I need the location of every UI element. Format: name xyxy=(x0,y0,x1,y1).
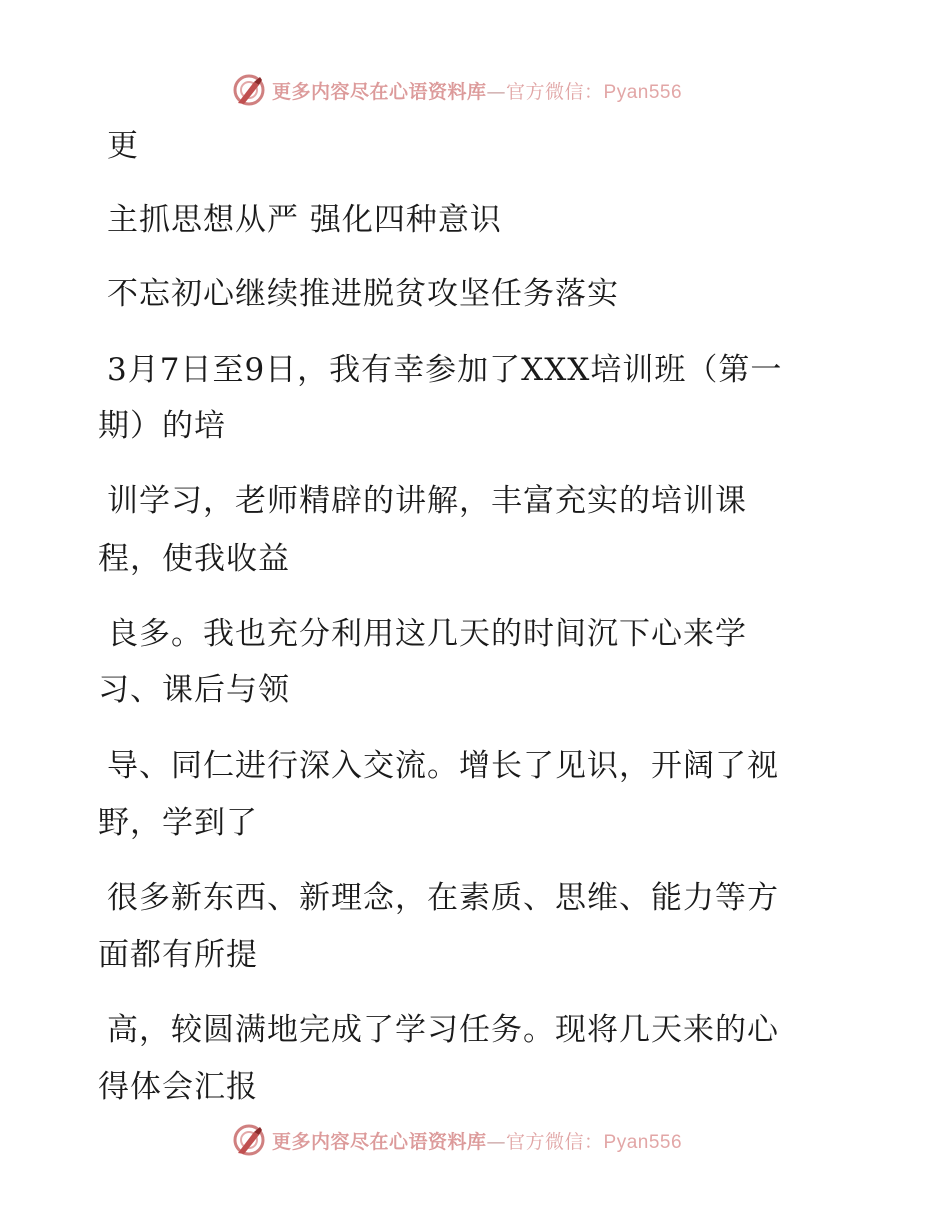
text-line: 习、课后与领 xyxy=(98,672,290,708)
text-line: 主抓思想从严 强化四种意识 xyxy=(107,202,502,238)
watermark-wechat-label: 官方微信： xyxy=(506,80,604,103)
watermark-wechat-id: Pyan556 xyxy=(603,81,683,103)
watermark-wechat-id: Pyan556 xyxy=(603,1131,683,1153)
text-line: 导、同仁进行深入交流。增长了见识，开阔了视 xyxy=(107,748,779,784)
watermark-text xyxy=(272,1127,682,1154)
watermark-separator: — xyxy=(486,1130,507,1153)
text-line: 期）的培 xyxy=(98,408,226,444)
text-line: 良多。我也充分利用这几天的时间沉下心来学 xyxy=(107,616,747,652)
pen-logo-icon xyxy=(232,73,266,107)
text-line: 3月7日至9日，我有幸参加了XXX培训班（第一 xyxy=(107,352,783,388)
text-line: 不忘初心继续推进脱贫攻坚任务落实 xyxy=(107,276,619,312)
text-line: 面都有所提 xyxy=(98,937,258,973)
watermark-text xyxy=(272,77,682,104)
text-line: 训学习，老师精辟的讲解，丰富充实的培训课 xyxy=(107,483,747,519)
footer-watermark xyxy=(232,1120,682,1160)
watermark-brand: 更多内容尽在心语资料库 xyxy=(272,1130,487,1153)
watermark-separator: — xyxy=(486,80,507,103)
pen-logo-icon xyxy=(232,1123,266,1157)
text-line: 更 xyxy=(107,128,139,164)
text-line: 高，较圆满地完成了学习任务。现将几天来的心 xyxy=(107,1012,779,1048)
text-line: 程，使我收益 xyxy=(98,541,290,577)
watermark-brand: 更多内容尽在心语资料库 xyxy=(272,80,487,103)
text-line: 野，学到了 xyxy=(98,805,258,841)
watermark-wechat-label: 官方微信： xyxy=(506,1130,604,1153)
header-watermark xyxy=(232,70,682,110)
text-line: 得体会汇报 xyxy=(98,1069,258,1105)
text-line: 很多新东西、新理念，在素质、思维、能力等方 xyxy=(107,880,779,916)
